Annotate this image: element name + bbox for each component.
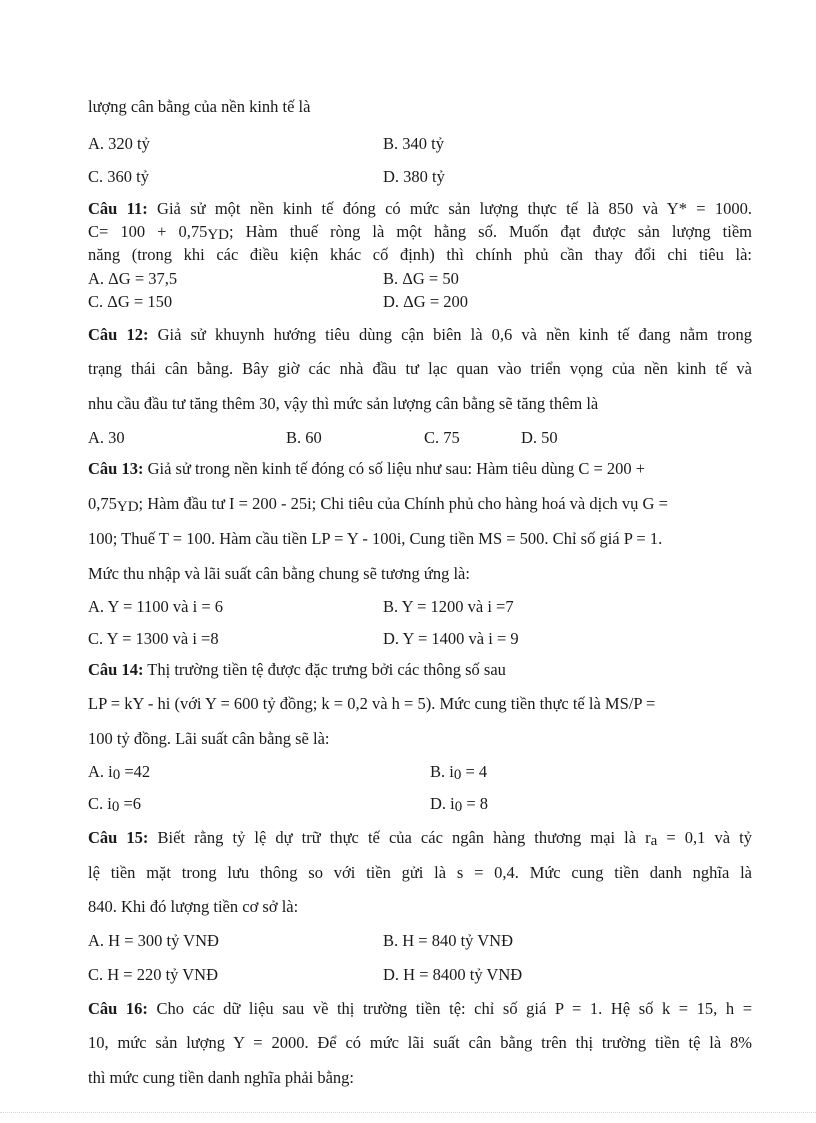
q13-line-4: Mức thu nhập và lãi suất cân bằng chung sẽ tương ứng là: (88, 564, 470, 583)
intro-line: lượng cân bằng của nền kinh tế là (88, 97, 311, 116)
q14-option-b: B. $i_0 = 4$ (430, 762, 488, 783)
q11-line-2: $C= 100 + 0,75_{YD}$; Hàm thuế ròng là một hằng số. Muốn đạt được sản lượng tiềm (88, 222, 752, 243)
q14-label: Câu 14: (88, 660, 144, 679)
q12-line-2: trạng thái cân bằng. Bây giờ các nhà đầu tư lạc quan vào triển vọng của nền kinh tế và (88, 359, 752, 378)
q15-line-3: 840. Khi đó lượng tiền cơ sở là: (88, 897, 299, 916)
q12-option-d: D. 50 (521, 428, 558, 447)
q13-line-1: Câu 13: Giả sử trong nền kinh tế đóng có số liệu như sau: Hàm tiêu dùng C = 200 + (88, 459, 646, 478)
q15-label: Câu 15: (88, 828, 149, 847)
q11-line-1: Câu 11: Giả sử một nền kinh tế đóng có mức sản lượng thực tế là 850 và Y* = 1000. (88, 199, 752, 218)
q15-line-2: lệ tiền mặt trong lưu thông so với tiền gửi là s = 0,4. Mức cung tiền danh nghĩa là (88, 863, 752, 882)
q15-option-b: B. H = 840 tỷ VNĐ (383, 931, 514, 950)
page-bottom-divider (0, 1112, 816, 1113)
q14-option-d: D. $i_0 = 8$ (430, 794, 489, 815)
q10-option-c: C. 360 tỷ (88, 167, 149, 186)
q13-label: Câu 13: (88, 459, 144, 478)
q13-option-a: A. Y = 1100 và i = 6 (88, 597, 224, 616)
q14-option-a: A. $i_0 =42$ (88, 762, 151, 783)
q11-option-b: B. ΔG = 50 (383, 269, 459, 288)
q12-line-3: nhu cầu đầu tư tăng thêm 30, vậy thì mức sản lượng cân bằng sẽ tăng thêm là (88, 394, 599, 413)
q13-line-3: 100; Thuế T = 100. Hàm cầu tiền LP = Y - 100i, Cung tiền MS = 500. Chỉ số giá P = 1. (88, 529, 663, 548)
q13-option-d: D. Y = 1400 và i = 9 (383, 629, 519, 648)
q14-line-2: LP = kY - hi (với Y = 600 tỷ đồng; k = 0,2 và h = 5). Mức cung tiền thực tế là MS/P = (88, 694, 656, 713)
q14-line-1: Câu 14: Thị trường tiền tệ được đặc trưng bởi các thông số sau (88, 660, 506, 679)
q14-line-3: 100 tỷ đồng. Lãi suất cân bằng sẽ là: (88, 729, 330, 748)
q15-option-a: A. H = 300 tỷ VNĐ (88, 931, 219, 950)
q11-option-d: D. ΔG = 200 (383, 292, 468, 311)
q13-line-2: $0,75_{YD}$; Hàm đầu tư I = 200 - 25i; Chi tiêu của Chính phủ cho hàng hoá và dịch vụ G = (88, 494, 668, 515)
q12-option-a: A. 30 (88, 428, 125, 447)
q16-line-2: 10, mức sản lượng Y = 2000. Để có mức lãi suất cân bằng trên thị trường tiền tệ là 8% (88, 1033, 752, 1052)
q13-option-c: C. Y = 1300 và i =8 (88, 629, 219, 648)
q12-option-c: C. 75 (424, 428, 460, 447)
q12-line-1: Câu 12: Giả sử khuynh hướng tiêu dùng cận biên là 0,6 và nền kinh tế đang nằm trong (88, 325, 753, 344)
q14-option-c: C. $i_0 =6$ (88, 794, 142, 815)
q16-line-3: thì mức cung tiền danh nghĩa phải bằng: (88, 1068, 355, 1087)
q15-option-d: D. H = 8400 tỷ VNĐ (383, 965, 523, 984)
q13-option-b: B. Y = 1200 và i =7 (383, 597, 514, 616)
q15-option-c: C. H = 220 tỷ VNĐ (88, 965, 219, 984)
q16-line-1: Câu 16: Cho các dữ liệu sau về thị trường tiền tệ: chỉ số giá P = 1. Hệ số k = 15, h = (88, 999, 753, 1018)
q16-label: Câu 16: (88, 999, 148, 1018)
q11-option-c: C. ΔG = 150 (88, 292, 173, 311)
q11-line-3: năng (trong khi các điều kiện khác cố định) thì chính phủ cần thay đổi chi tiêu là: (88, 245, 752, 264)
q10-option-d: D. 380 tỷ (383, 167, 445, 186)
q10-option-a: A. 320 tỷ (88, 134, 150, 153)
q11-option-a: A. ΔG = 37,5 (88, 269, 178, 288)
q11-label: Câu 11: (88, 199, 148, 218)
q12-label: Câu 12: (88, 325, 149, 344)
q12-option-b: B. 60 (286, 428, 322, 447)
q10-option-b: B. 340 tỷ (383, 134, 444, 153)
q15-line-1: Câu 15: Biết rằng tỷ lệ dự trữ thực tế của các ngân hàng thương mại là $r_a = 0,1$ và tỷ (88, 828, 753, 849)
